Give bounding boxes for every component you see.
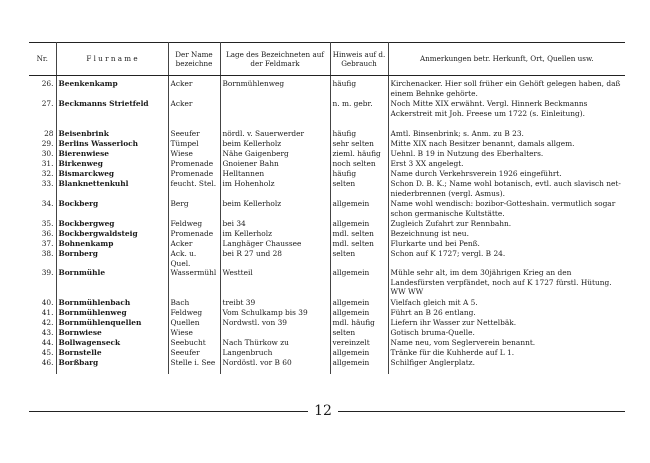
row-anmerkung: Bezeichnung ist neu. bbox=[388, 229, 625, 239]
row-anmerkung: Name neu, vom Seglerverein benannt. bbox=[388, 338, 625, 348]
row-flurname: Beenkenkamp bbox=[56, 79, 168, 99]
row-flurname: Bornmühlenquellen bbox=[56, 318, 168, 328]
row-gebrauch: allgemein bbox=[330, 358, 388, 368]
table-row bbox=[29, 348, 625, 358]
row-anmerkung: Name wohl wendisch: bozibor-Gotteshain. vermutlich sogar schon germanische Kultstätte. bbox=[388, 199, 625, 219]
row-lage: Nähe Gaigenberg bbox=[220, 149, 330, 159]
row-gebrauch: noch selten bbox=[330, 159, 388, 169]
row-anmerkung: Name durch Verkehrsverein 1926 eingeführt. bbox=[388, 169, 625, 179]
row-flurname: Bornmühlenbach bbox=[56, 298, 168, 308]
row-gebrauch: zieml. häufig bbox=[330, 149, 388, 159]
row-flurname: Blanknettenkuhl bbox=[56, 179, 168, 199]
row-anmerkung: Gotisch bruma-Quelle. bbox=[388, 328, 625, 338]
row-number: 42. bbox=[41, 318, 54, 327]
table-row bbox=[29, 318, 625, 328]
row-lage: Nach Thürkow zu bbox=[220, 338, 330, 348]
row-lage: bei 34 bbox=[220, 219, 330, 229]
row-number: 38. bbox=[41, 249, 54, 258]
header-lage: Lage des Bezeichneten auf der Feldmark bbox=[220, 42, 330, 76]
row-flurname: Bismarckweg bbox=[56, 169, 168, 179]
row-anmerkung: Zugleich Zufahrt zur Rennbahn. bbox=[388, 219, 625, 229]
row-number: 26. bbox=[41, 79, 54, 88]
row-lage: im Hohenholz bbox=[220, 179, 330, 199]
row-art: Wiese bbox=[168, 149, 220, 159]
table-row bbox=[29, 308, 625, 318]
row-lage: bei R 27 und 28 bbox=[220, 249, 330, 268]
table-row bbox=[29, 358, 625, 368]
table-row bbox=[29, 169, 625, 179]
row-gebrauch: selten bbox=[330, 179, 388, 199]
row-art: Feldweg bbox=[168, 308, 220, 318]
row-lage bbox=[220, 328, 330, 338]
row-lage: Nordwstl. von 39 bbox=[220, 318, 330, 328]
row-number: 32. bbox=[41, 169, 54, 178]
table-row bbox=[29, 199, 625, 219]
row-art: Wassermühl bbox=[168, 268, 220, 298]
header-art: Der Name bezeichne bbox=[168, 42, 220, 76]
row-lage: nördl. v. Sauerwerder bbox=[220, 129, 330, 139]
row-lage: Nordöstl. vor B 60 bbox=[220, 358, 330, 368]
row-anmerkung: Liefern ihr Wasser zur Nettelbäk. bbox=[388, 318, 625, 328]
row-lage: treibt 39 bbox=[220, 298, 330, 308]
row-gebrauch: allgemein bbox=[330, 298, 388, 308]
row-anmerkung: Amtl. Binsenbrink; s. Anm. zu B 23. bbox=[388, 129, 625, 139]
table-row bbox=[29, 229, 625, 239]
row-anmerkung: Tränke für die Kuhherde auf L 1. bbox=[388, 348, 625, 358]
page-number: 12 bbox=[314, 403, 332, 419]
row-flurname: Bornmühlenweg bbox=[56, 308, 168, 318]
row-gebrauch: vereinzelt bbox=[330, 338, 388, 348]
row-number: 46. bbox=[41, 358, 54, 367]
row-number: 41. bbox=[41, 308, 54, 317]
table-row bbox=[29, 328, 625, 338]
field-name-register-table bbox=[29, 42, 625, 374]
table-row bbox=[29, 219, 625, 229]
row-anmerkung: Führt an B 26 entlang. bbox=[388, 308, 625, 318]
row-art: feucht. Stel. bbox=[168, 179, 220, 199]
row-lage: Bornmühlenweg bbox=[220, 79, 330, 99]
row-lage: Vom Schulkamp bis 39 bbox=[220, 308, 330, 318]
row-flurname: Beisenbrink bbox=[56, 129, 168, 139]
row-flurname: Bornberg bbox=[56, 249, 168, 268]
row-lage: Gnoiener Bahn bbox=[220, 159, 330, 169]
row-gebrauch: selten bbox=[330, 328, 388, 338]
table-row bbox=[29, 298, 625, 308]
row-lage: Westteil bbox=[220, 268, 330, 298]
table-row bbox=[29, 249, 625, 268]
row-anmerkung: Noch Mitte XIX erwähnt. Vergl. Hinnerk Beckmanns Ackerstreit mit Joh. Freese um 1722 (s. Einleitung). bbox=[388, 99, 625, 129]
bottom-rule-left bbox=[29, 411, 308, 412]
row-number: 45. bbox=[41, 348, 54, 357]
row-gebrauch: allgemein bbox=[330, 268, 388, 298]
row-gebrauch: häufig bbox=[330, 169, 388, 179]
row-art: Wiese bbox=[168, 328, 220, 338]
header-nr: Nr. bbox=[29, 42, 56, 76]
row-number: 37. bbox=[41, 239, 54, 248]
row-lage: Helltannen bbox=[220, 169, 330, 179]
row-gebrauch: allgemein bbox=[330, 348, 388, 358]
row-number: 28 bbox=[44, 129, 54, 138]
row-anmerkung: Schon auf K 1727; vergl. B 24. bbox=[388, 249, 625, 268]
row-number: 30. bbox=[41, 149, 54, 158]
table-row bbox=[29, 268, 625, 298]
table-header-row bbox=[29, 42, 625, 76]
row-flurname: Bierenwiese bbox=[56, 149, 168, 159]
row-number: 43. bbox=[41, 328, 54, 337]
row-gebrauch: mdl. selten bbox=[330, 229, 388, 239]
table-row bbox=[29, 159, 625, 169]
row-art: Bach bbox=[168, 298, 220, 308]
table-row bbox=[29, 338, 625, 348]
table-row bbox=[29, 99, 625, 129]
row-number: 39. bbox=[41, 268, 54, 277]
row-art: Quellen bbox=[168, 318, 220, 328]
row-flurname: Bockbergwaldsteig bbox=[56, 229, 168, 239]
row-anmerkung: Erst 3 XX angelegt. bbox=[388, 159, 625, 169]
row-number: 44. bbox=[41, 338, 54, 347]
filler-cell bbox=[330, 368, 388, 374]
row-number: 27. bbox=[41, 99, 54, 108]
row-number: 35. bbox=[41, 219, 54, 228]
table-row bbox=[29, 129, 625, 139]
row-flurname: Bollwagenseck bbox=[56, 338, 168, 348]
row-flurname: Bornwiese bbox=[56, 328, 168, 338]
row-gebrauch: n. m. gebr. bbox=[330, 99, 388, 129]
row-anmerkung: Mühle sehr alt, im dem 30jährigen Krieg an den Landesfürsten verpfändet, noch auf K 1727 fürstl. Hütung. WW WW bbox=[388, 268, 625, 298]
row-number: 33. bbox=[41, 179, 54, 188]
header-gebrauch: Hinweis auf d. Gebrauch bbox=[330, 42, 388, 76]
bottom-rule-right bbox=[338, 411, 625, 412]
row-flurname: Bornstelle bbox=[56, 348, 168, 358]
row-lage: beim Kellerholz bbox=[220, 139, 330, 149]
row-anmerkung: Mitte XIX nach Besitzer benannt, damals allgem. bbox=[388, 139, 625, 149]
table-row bbox=[29, 139, 625, 149]
row-anmerkung: Schon D. B. K.; Name wohl botanisch, evtl. auch slavisch net- niederbrennen (vergl. Asmus). bbox=[388, 179, 625, 199]
row-gebrauch: allgemein bbox=[330, 199, 388, 219]
table-row bbox=[29, 79, 625, 99]
row-lage: im Kellerholz bbox=[220, 229, 330, 239]
filler-cell bbox=[29, 368, 56, 374]
row-art: Tümpel bbox=[168, 139, 220, 149]
row-number: 31. bbox=[41, 159, 54, 168]
table-row bbox=[29, 149, 625, 159]
row-art: Feldweg bbox=[168, 219, 220, 229]
row-art: Acker bbox=[168, 99, 220, 129]
row-flurname: Bockbergweg bbox=[56, 219, 168, 229]
row-gebrauch: mdl. häufig bbox=[330, 318, 388, 328]
filler-cell bbox=[56, 368, 168, 374]
row-art: Seeufer bbox=[168, 129, 220, 139]
row-gebrauch: allgemein bbox=[330, 219, 388, 229]
filler-cell bbox=[220, 368, 330, 374]
row-art: Stelle i. See bbox=[168, 358, 220, 368]
header-anmerkungen: Anmerkungen betr. Herkunft, Ort, Quellen usw. bbox=[388, 42, 625, 76]
table-row bbox=[29, 179, 625, 199]
row-number: 40. bbox=[41, 298, 54, 307]
row-lage: beim Kellerholz bbox=[220, 199, 330, 219]
row-flurname: Berlins Wasserloch bbox=[56, 139, 168, 149]
row-art: Promenade bbox=[168, 159, 220, 169]
row-art: Promenade bbox=[168, 229, 220, 239]
row-art: Promenade bbox=[168, 169, 220, 179]
row-art: Seeufer bbox=[168, 348, 220, 358]
row-art: Acker bbox=[168, 79, 220, 99]
row-art: Seebucht bbox=[168, 338, 220, 348]
row-flurname: Birkenweg bbox=[56, 159, 168, 169]
row-lage: Langhäger Chaussee bbox=[220, 239, 330, 249]
row-gebrauch: allgemein bbox=[330, 308, 388, 318]
row-number: 29. bbox=[41, 139, 54, 148]
table-row bbox=[29, 239, 625, 249]
filler-cell bbox=[168, 368, 220, 374]
row-art: Berg bbox=[168, 199, 220, 219]
row-gebrauch: selten bbox=[330, 249, 388, 268]
row-number: 36. bbox=[41, 229, 54, 238]
row-anmerkung: Flurkarte und bei Penß. bbox=[388, 239, 625, 249]
row-number: 34. bbox=[41, 199, 54, 208]
row-gebrauch: sehr selten bbox=[330, 139, 388, 149]
row-lage: Langenbruch bbox=[220, 348, 330, 358]
row-art: Ack. u. Quel. bbox=[168, 249, 220, 268]
row-anmerkung: Schilfiger Anglerplatz. bbox=[388, 358, 625, 368]
row-flurname: Bockberg bbox=[56, 199, 168, 219]
row-anmerkung: Kirchenacker. Hier soll früher ein Gehöft gelegen haben, daß einem Behnke gehörte. bbox=[388, 79, 625, 99]
row-lage bbox=[220, 99, 330, 129]
filler-row bbox=[29, 368, 625, 374]
header-flurname: F l u r n a m e bbox=[56, 42, 168, 76]
row-art: Acker bbox=[168, 239, 220, 249]
row-anmerkung: Vielfach gleich mit A 5. bbox=[388, 298, 625, 308]
row-flurname: Bornmühle bbox=[56, 268, 168, 298]
row-flurname: Borßbarg bbox=[56, 358, 168, 368]
row-flurname: Beckmanns Strietfeld bbox=[56, 99, 168, 129]
filler-cell bbox=[388, 368, 625, 374]
row-flurname: Bohnenkamp bbox=[56, 239, 168, 249]
row-gebrauch: häufig bbox=[330, 79, 388, 99]
row-anmerkung: Uehnl. B 19 in Nutzung des Eberhalters. bbox=[388, 149, 625, 159]
row-gebrauch: mdl. selten bbox=[330, 239, 388, 249]
row-gebrauch: häufig bbox=[330, 129, 388, 139]
